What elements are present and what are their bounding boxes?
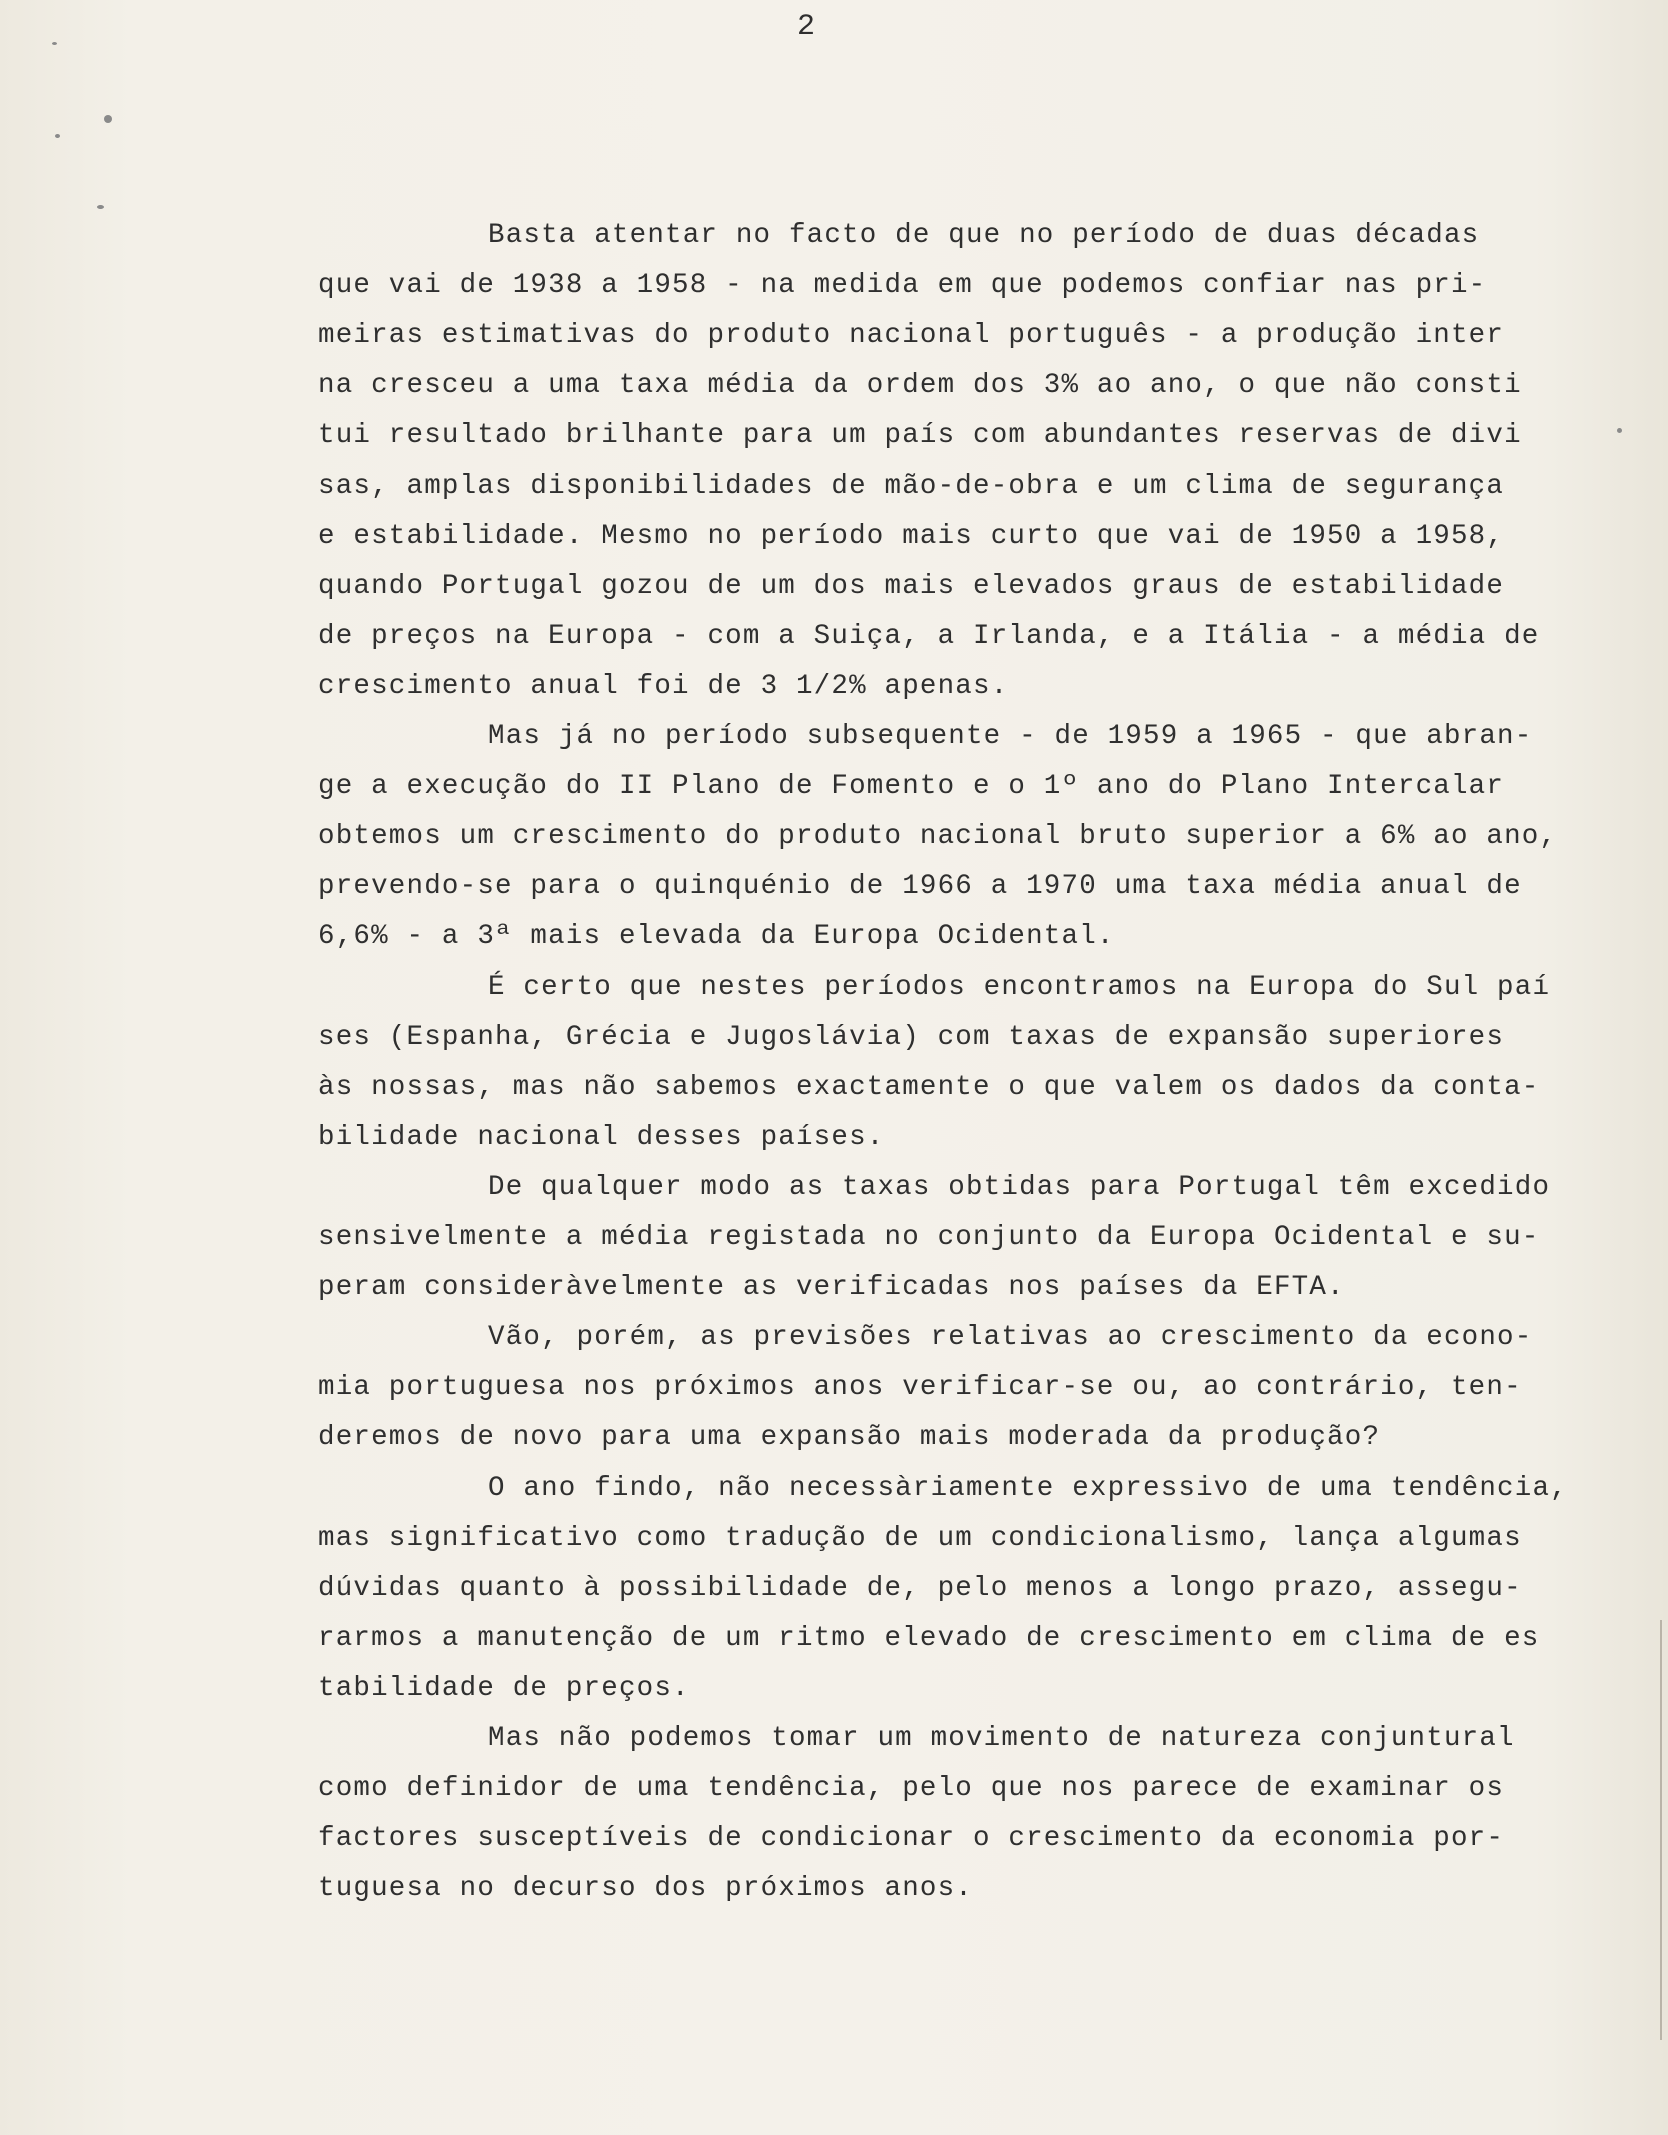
text-line: bilidade nacional desses países. (318, 1121, 885, 1153)
text-line: e estabilidade. Mesmo no período mais curto que vai de 1950 a 1958, (318, 520, 1505, 552)
text-line: factores susceptíveis de condicionar o crescimento da economia por- (318, 1823, 1505, 1855)
text-line: tui resultado brilhante para um país com abundantes reservas de divi (318, 420, 1522, 452)
text-line: crescimento anual foi de 3 1/2% apenas. (318, 670, 1009, 702)
text-line: mas significativo como tradução de um condicionalismo, lança algumas (318, 1522, 1522, 1554)
text-line: de preços na Europa - com a Suiça, a Irlanda, e a Itália - a média de (318, 620, 1540, 652)
page-edge-mark (1660, 1620, 1662, 2040)
text-line: meiras estimativas do produto nacional português - a produção inter (318, 320, 1505, 352)
speck (97, 205, 104, 209)
text-line: quando Portugal gozou de um dos mais elevados graus de estabilidade (318, 570, 1505, 602)
text-line: tabilidade de preços. (318, 1672, 690, 1704)
text-line: ge a execução do II Plano de Fomento e o 1º ano do Plano Intercalar (318, 771, 1505, 803)
text-line: Vão, porém, as previsões relativas ao crescimento da econo- (488, 1322, 1533, 1354)
text-line: rarmos a manutenção de um ritmo elevado de crescimento em clima de es (318, 1622, 1540, 1654)
speck (52, 42, 57, 45)
text-line: ses (Espanha, Grécia e Jugoslávia) com taxas de expansão superiores (318, 1021, 1505, 1053)
text-line: Mas já no período subsequente - de 1959 a 1965 - que abran- (488, 721, 1533, 752)
text-line: mia portuguesa nos próximos anos verificar-se ou, ao contrário, ten- (318, 1372, 1522, 1404)
text-line: que vai de 1938 a 1958 - na medida em que podemos confiar nas pri- (318, 270, 1487, 302)
text-line: deremos de novo para uma expansão mais moderada da produção? (318, 1422, 1381, 1454)
speck (55, 134, 60, 138)
text-line: às nossas, mas não sabemos exactamente o que valem os dados da conta- (318, 1071, 1540, 1103)
text-line: tuguesa no decurso dos próximos anos. (318, 1873, 973, 1905)
text-line: De qualquer modo as taxas obtidas para Portugal têm excedido (488, 1171, 1551, 1203)
speck (104, 115, 112, 123)
text-line: Mas não podemos tomar um movimento de natureza conjuntural (488, 1723, 1515, 1754)
text-line: O ano findo, não necessàriamente expressivo de uma tendência, (488, 1472, 1568, 1504)
text-line: na cresceu a uma taxa média da ordem dos 3% ao ano, o que não consti (318, 370, 1522, 402)
text-line: 6,6% - a 3ª mais elevada da Europa Ocidental. (318, 921, 1115, 953)
text-line: sensivelmente a média registada no conjunto da Europa Ocidental e su- (318, 1222, 1540, 1253)
text-line: prevendo-se para o quinquénio de 1966 a 1970 uma taxa média anual de (318, 871, 1522, 903)
text-line: É certo que nestes períodos encontramos na Europa do Sul paí (488, 971, 1551, 1003)
text-line: obtemos um crescimento do produto nacional bruto superior a 6% ao ano, (318, 821, 1558, 853)
text-line: como definidor de uma tendência, pelo que nos parece de examinar os (318, 1773, 1505, 1805)
text-line: dúvidas quanto à possibilidade de, pelo menos a longo prazo, assegu- (318, 1572, 1522, 1604)
text-line: sas, amplas disponibilidades de mão-de-obra e um clima de segurança (318, 470, 1505, 502)
text-line: Basta atentar no facto de que no período de duas décadas (488, 220, 1480, 251)
speck (1617, 428, 1622, 433)
text-line: peram consideràvelmente as verificadas nos países da EFTA. (318, 1272, 1345, 1304)
page-number: 2 (797, 10, 817, 44)
